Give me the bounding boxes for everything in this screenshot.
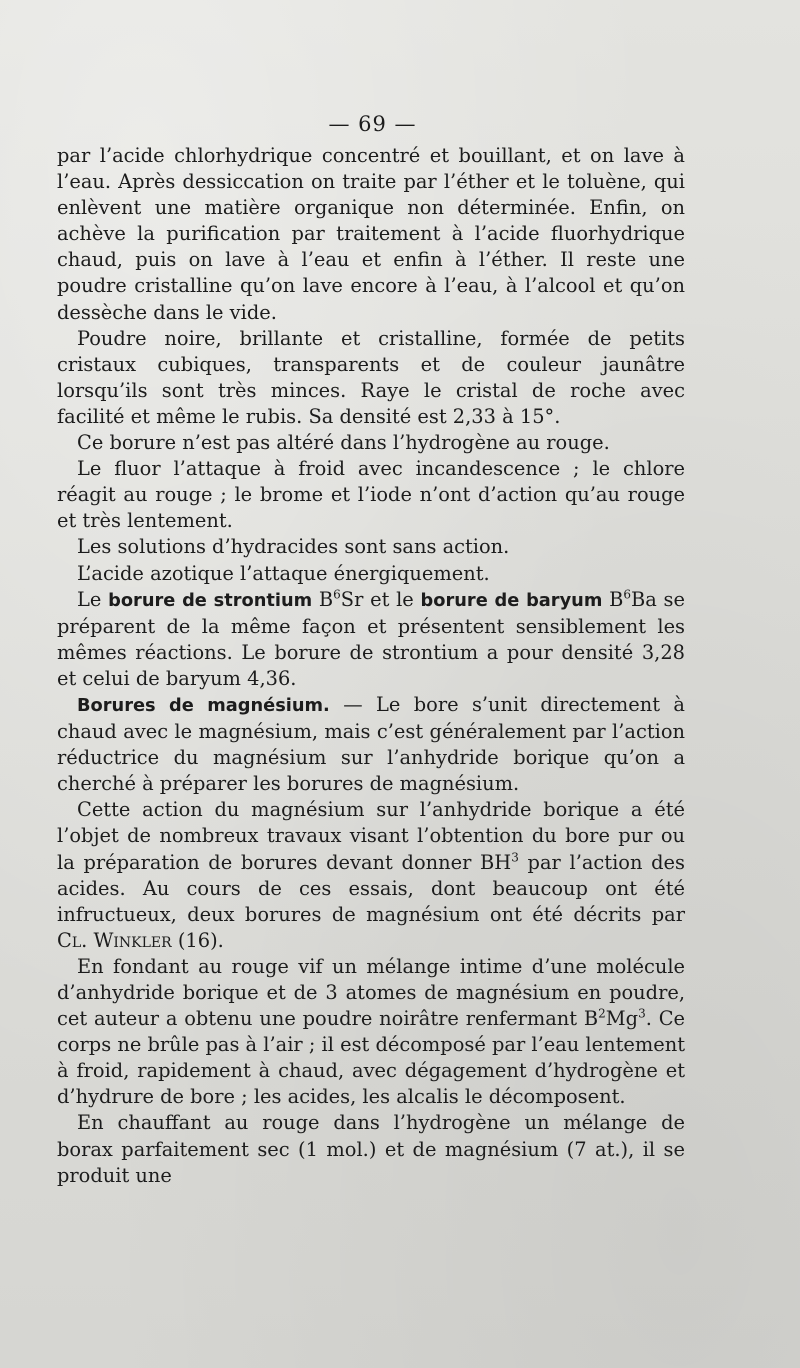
text-segment: (16). [171,928,224,952]
paragraph-hydrogen: Ce borure n’est pas altéré dans l’hydrogène au rouge. [77,431,610,455]
subscript-number: 2 [598,1006,606,1021]
text-segment: Mg [605,1007,639,1031]
paragraph-strontium-baryum [57,587,685,692]
text-segment: Sr et le [340,587,421,611]
text-segment: B [602,587,624,611]
text-segment: En fondant au rouge vif un mélange intime d’une molécule d’anhydride borique et de 3 atomes de magnésium en poudre, cet auteur a obtenu une poudre noirâtre renfermant B [57,954,685,1031]
paragraph-magnesium-work [57,797,685,954]
text-segment: par l’action des acides. Au cours de ces essais, dont beaucoup ont été infructueux, deux borures de magnésium ont été décrits par [57,850,685,926]
paragraph-purification: par l’acide chlorhydrique concentré et bouillant, et on lave à l’eau. Après dessiccation on traite par l’éther et le toluène, qui enlèvent une matière organique non déterminée. Enfin, on achève la purification par traitement à l’acide fluorhydrique chaud, puis on lave à l’eau et enfin à l’éther. Il reste une poudre cristalline qu’on lave encore à l’eau, à l’alcool et qu’on dessèche dans le vide. [57,144,685,324]
term-borure-baryum: borure de baryum [420,589,603,611]
paragraph-properties: Poudre noire, brillante et cristalline, formée de petits cristaux cubiques, transparents et de couleur jaunâtre lorsqu’ils sont très minces. Raye le cristal de roche avec facilité et même le rubis. Sa densité est 2,33 à 15°. [57,326,685,428]
section-heading-borures-magnesium: Borures de magnésium. [77,694,330,716]
paragraph-nitric-acid: L’acide azotique l’attaque énergiquement. [77,561,490,585]
paragraph-hydracids: Les solutions d’hydracides sont sans action. [77,535,510,559]
subscript-number: 6 [623,587,631,602]
subscript-number: 6 [333,587,341,602]
term-borure-strontium: borure de strontium [108,589,313,611]
subscript-number: 3 [638,1006,646,1021]
paragraph-fusion-experiment [57,954,685,1111]
text-segment: B [312,587,334,611]
paragraph-magnesium-intro [57,692,685,797]
paragraph-borax-heating: En chauffant au rouge dans l’hydrogène un mélange de borax parfaitement sec (1 mol.) et de magnésium (7 at.), il se produit une [57,1111,685,1187]
page-number: — 69 — [328,112,417,136]
body-text [57,143,685,1189]
subscript-number: 3 [511,850,519,865]
text-segment: — Le bore s’unit directement à chaud avec le magnésium, mais c’est généralement par l’action réductrice du magnésium sur l’anhydride borique qu’on a cherché à préparer les borures de magnésium. [57,692,685,796]
text-segment: Le [77,587,109,611]
paragraph-halogens: Le fluor l’attaque à froid avec incandescence ; le chlore réagit au rouge ; le brome et l’iode n’ont d’action qu’au rouge et très lentement. [57,457,685,533]
text-segment: Cette action du magnésium sur l’anhydride borique a été l’objet de nombreux travaux visant l’obtention du bore pur ou la préparation de borures devant donner BH [57,798,685,874]
text-segment: . Ce corps ne brûle pas à l’air ; il est décomposé par l’eau lentement à froid, rapidement à chaud, avec dégagement d’hydrogène et d’hydrure de bore ; les acides, les alcalis le décomposent. [57,1007,686,1109]
author-name: Cl. Winkler [57,928,172,952]
text-segment: Ba se préparent de la même façon et présentent sensiblement les mêmes réactions. Le borure de strontium a pour densité 3,28 et celui de baryum 4,36. [57,587,685,690]
